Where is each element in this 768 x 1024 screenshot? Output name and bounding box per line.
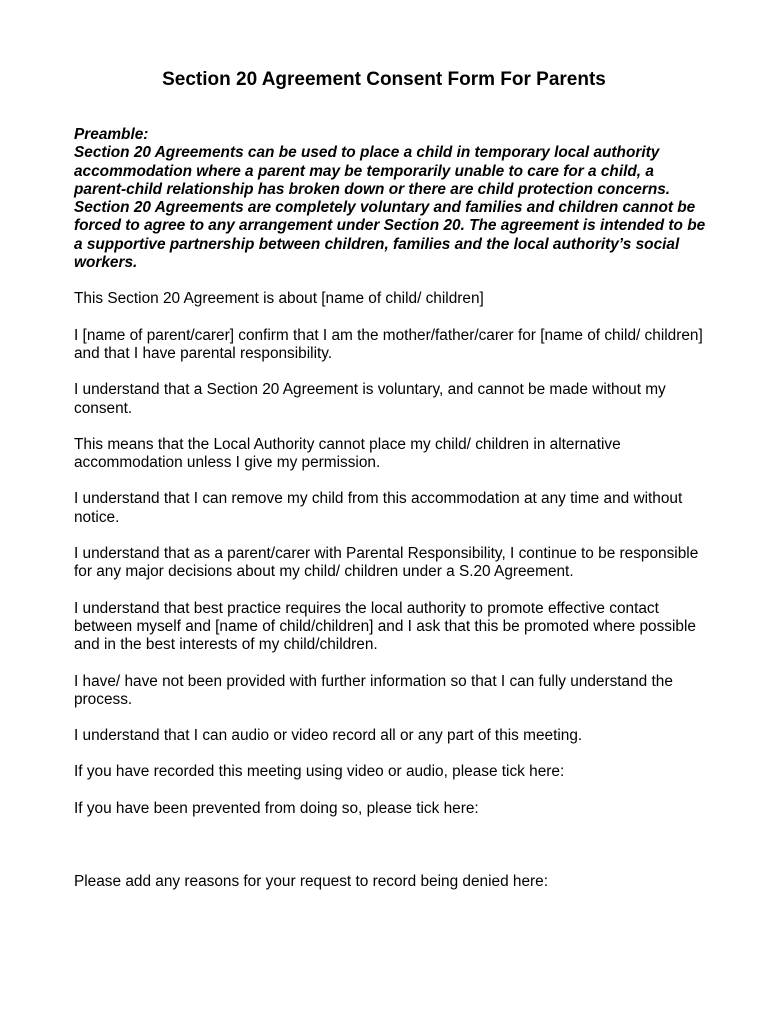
paragraph-remove-child: I understand that I can remove my child from this accommodation at any time and without notice.: [74, 490, 683, 526]
paragraph-recorded-tick: If you have recorded this meeting using video or audio, please tick here:: [74, 763, 565, 781]
paragraph-responsibility: I understand that as a parent/carer with Parental Responsibility, I continue to be responsible for any major decisions about my child/ children under a S.20 Agreement.: [74, 545, 699, 581]
preamble: [74, 126, 708, 272]
preamble-text: Section 20 Agreements can be used to place a child in temporary local authority accommodation where a parent may be temporarily unable to care for a child, a parent-child relationship has broken down or there are child protection concerns. Section 20 Agreements are completely voluntary and families and children cannot be forced to agree to any arrangement under Section 20. The agreement is intended to be a supportive partnership between children, families and the local authority’s social workers.: [74, 144, 706, 272]
document-body: [74, 126, 708, 909]
preamble-heading: Preamble:: [74, 126, 149, 143]
blank-space: [74, 836, 708, 873]
paragraph-contact: I understand that best practice requires the local authority to promote effective contact between myself and [name of child/children] and I ask that this be promoted where possible and in the best interests of my child/children.: [74, 599, 696, 654]
paragraph-reasons-denied: Please add any reasons for your request to record being denied here:: [74, 873, 548, 891]
paragraph-information: I have/ have not been provided with further information so that I can fully understand the process.: [74, 672, 673, 708]
paragraph-about: This Section 20 Agreement is about [name of child/ children]: [74, 290, 484, 308]
paragraph-confirm-parent: I [name of parent/carer] confirm that I am the mother/father/carer for [name of child/ children] and that I have parental responsibility.: [74, 326, 703, 362]
paragraph-permission: This means that the Local Authority cannot place my child/ children in alternative accommodation unless I give my permission.: [74, 435, 621, 472]
paragraph-voluntary: I understand that a Section 20 Agreement is voluntary, and cannot be made without my consent.: [74, 381, 666, 417]
paragraph-record-right: I understand that I can audio or video record all or any part of this meeting.: [74, 727, 583, 745]
document-title: Section 20 Agreement Consent Form For Parents: [162, 69, 606, 90]
paragraph-prevented-tick: If you have been prevented from doing so, please tick here:: [74, 799, 479, 817]
